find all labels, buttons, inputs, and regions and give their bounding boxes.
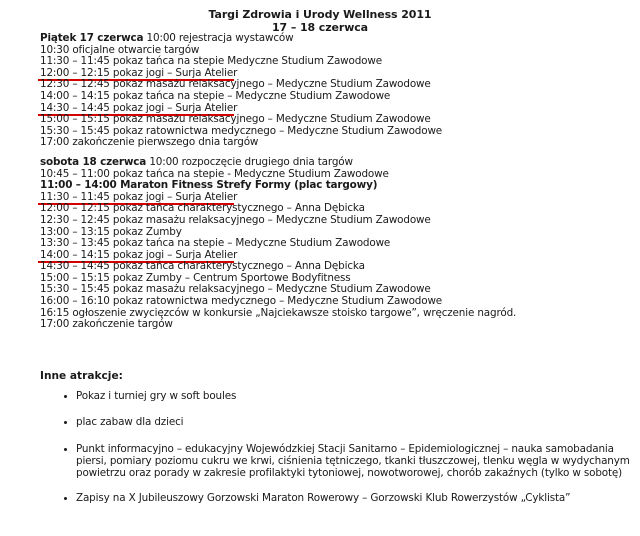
schedule-row: 17:00 zakończenie pierwszego dnia targów (40, 136, 259, 149)
friday-day-rest: 10:00 rejestracja wystawców (143, 32, 294, 44)
schedule-row: 12:00 – 12:15 pokaz tańca charakterystycznego – Anna Dębicka (40, 202, 365, 215)
schedule-row: 12:30 – 12:45 pokaz masażu relaksacyjnego – Medyczne Studium Zawodowe (40, 78, 431, 91)
schedule-row-text: 11:30 – 11:45 pokaz jogi – Surja Atelier (40, 190, 238, 203)
schedule-row: 14:30 – 14:45 pokaz tańca charakterystycznego – Anna Dębicka (40, 260, 365, 273)
saturday-day-rest: 10:00 rozpoczęcie drugiego dnia targów (146, 155, 353, 168)
schedule-row: 12:30 – 12:45 pokaz masażu relaksacyjnego – Medyczne Studium Zawodowe (40, 213, 431, 226)
friday-header (40, 33, 630, 45)
other-attractions-heading: Inne atrakcje: (40, 370, 123, 382)
schedule-row: 11:30 – 11:45 pokaz tańca na stepie Medyczne Studium Zawodowe (40, 55, 382, 68)
friday-day-label: Piątek 17 czerwca (40, 32, 144, 44)
event-dates: 17 – 18 czerwca (271, 21, 369, 34)
schedule-row: 13:30 – 13:45 pokaz tańca na stepie – Medyczne Studium Zawodowe (40, 237, 391, 250)
schedule-row: 17:00 zakończenie targów (40, 318, 173, 331)
schedule-row: 13:00 – 13:15 pokaz Zumby (40, 225, 182, 238)
other-attractions-list (64, 390, 634, 504)
schedule-row: 15:30 – 15:45 pokaz masażu relaksacyjnego – Medyczne Studium Zawodowe (40, 283, 431, 296)
event-title: Targi Zdrowia i Urody Wellness 2011 (208, 8, 432, 21)
schedule-row: 16:00 – 16:10 pokaz ratownictwa medycznego – Medyczne Studium Zawodowe (40, 295, 443, 308)
schedule-row: 14:00 – 14:15 pokaz tańca na stepie – Medyczne Studium Zawodowe (40, 89, 391, 102)
schedule-row-text: 14:30 – 14:45 pokaz jogi – Surja Atelier (40, 101, 238, 114)
list-item: Punkt informacyjno – edukacyjny Wojewódzkiej Stacji Sanitarno – Epidemiologicznej – nauka samobadania piersi, pomiary poziomu cukru we krwi, ciśnienia tętniczego, tkanki tłuszczowej, tlenku węgla w wydychanym powietrzu oraz porady w zakresie profilaktyki tytoniowej, nowotworowej, chorób zakaźnych (tylko w sobotę) (64, 443, 634, 479)
list-item: Zapisy na X Jubileuszowy Gorzowski Maraton Rowerowy – Gorzowski Klub Rowerzystów „Cyklista” (64, 492, 634, 504)
list-item: Pokaz i turniej gry w soft boules (64, 390, 634, 402)
saturday-day-label: sobota 18 czerwca (40, 155, 147, 168)
marathon-text: 11:00 – 14:00 Maraton Fitness Strefy Formy (plac targowy) (40, 179, 378, 192)
schedule-row-text: 12:00 – 12:15 pokaz jogi – Surja Atelier (40, 66, 238, 79)
schedule-row-text: 14:00 – 14:15 pokaz jogi – Surja Atelier (40, 248, 238, 261)
schedule-row: 15:00 – 15:15 pokaz Zumby – Centrum Sportowe Bodyfitness (40, 271, 351, 284)
saturday-header (40, 157, 630, 169)
list-item: plac zabaw dla dzieci (64, 416, 634, 428)
schedule-row: 15:00 – 15:15 pokaz masażu relaksacyjnego – Medyczne Studium Zawodowe (40, 113, 431, 126)
schedule-row: 16:15 ogłoszenie zwycięzców w konkursie „Najciekawsze stoisko targowe”, wręczenie nagród. (40, 306, 517, 319)
schedule-row: 10:45 – 11:00 pokaz tańca na stepie - Medyczne Studium Zawodowe (40, 167, 389, 180)
schedule-row: 10:30 oficjalne otwarcie targów (40, 43, 200, 56)
schedule-row: 15:30 – 15:45 pokaz ratownictwa medycznego – Medyczne Studium Zawodowe (40, 124, 443, 137)
schedule (40, 33, 630, 331)
